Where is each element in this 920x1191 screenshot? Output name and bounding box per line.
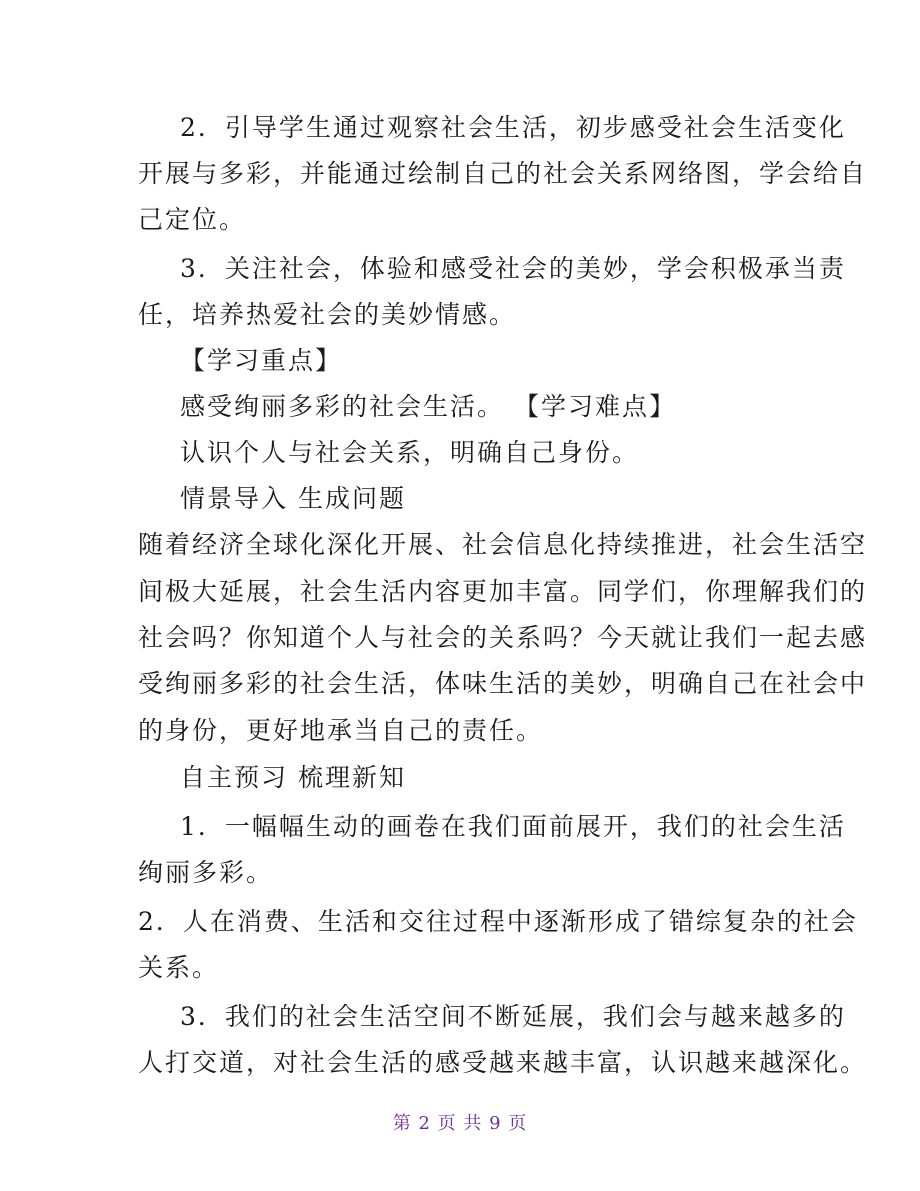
- text-line: 随着经济全球化深化开展、社会信息化持续推进，社会生活空: [138, 530, 868, 559]
- text-line: 的身份，更好地承当自己的责任。: [138, 716, 544, 745]
- text-line: 绚丽多彩。: [138, 858, 274, 887]
- text-line: 关系。: [138, 953, 220, 982]
- section-heading: 【学习重点】: [180, 346, 343, 375]
- text-line: 感受绚丽多彩的社会生活。 【学习难点】: [180, 392, 676, 421]
- section-heading: 情景导入 生成问题: [180, 484, 406, 513]
- text-line: 受绚丽多彩的社会生活，体味生活的美妙，明确自己在社会中: [138, 669, 868, 698]
- text-line: 人打交道，对社会生活的感受越来越丰富，认识越来越深化。: [138, 1048, 868, 1077]
- text-line: 认识个人与社会关系，明确自己身份。: [180, 438, 640, 467]
- text-line: 3．我们的社会生活空间不断延展，我们会与越来越多的: [180, 1002, 846, 1031]
- text-line: 社会吗？你知道个人与社会的关系吗？今天就让我们一起去感: [138, 623, 868, 652]
- text-line: 2．引导学生通过观察社会生活，初步感受社会生活变化: [180, 113, 846, 142]
- text-line: 己定位。: [138, 205, 247, 234]
- text-line: 3．关注社会，体验和感受社会的美妙，学会积极承当责: [180, 254, 846, 283]
- text-line: 开展与多彩，并能通过绘制自己的社会关系网络图，学会给自: [138, 159, 868, 188]
- section-heading: 自主预习 梳理新知: [180, 763, 406, 792]
- text-line: 间极大延展，社会生活内容更加丰富。同学们，你理解我们的: [138, 577, 868, 606]
- page-number-footer: 第 2 页 共 9 页: [392, 1113, 528, 1134]
- text-line: 1．一幅幅生动的画卷在我们面前展开，我们的社会生活: [180, 812, 846, 841]
- text-line: 任，培养热爱社会的美妙情感。: [138, 300, 517, 329]
- text-line: 2．人在消费、生活和交往过程中逐渐形成了错综复杂的社会: [138, 907, 858, 936]
